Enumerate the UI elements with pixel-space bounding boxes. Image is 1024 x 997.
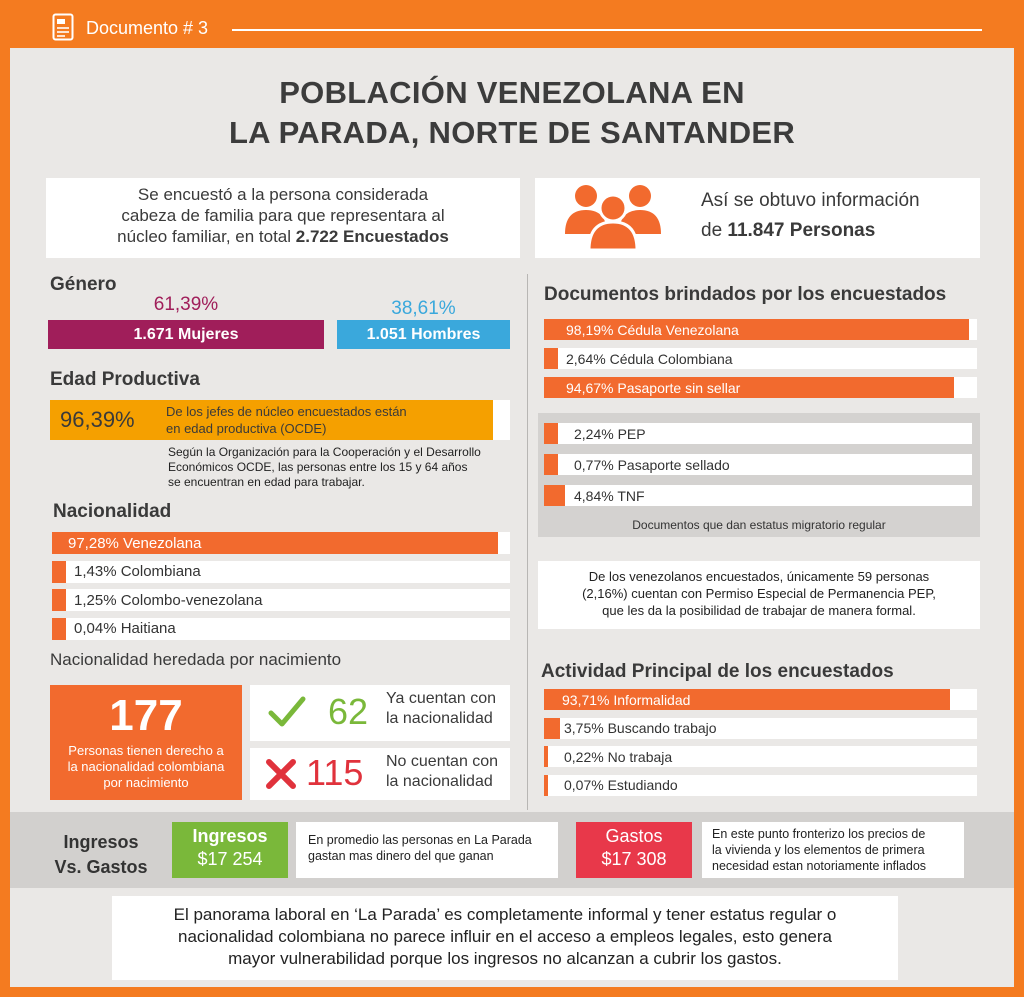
- gastos-desc-line1: En este punto fronterizo los precios de: [712, 827, 926, 841]
- pep-note-line2: (2,16%) cuentan con Permiso Especial de Permanencia PEP,: [582, 586, 936, 601]
- header-divider: [232, 29, 982, 31]
- intro-right-line2: [701, 220, 875, 242]
- ocde-note-line1: Según la Organización para la Cooperación y el Desarrollo: [168, 445, 481, 459]
- ingresos-desc-line2: gastan mas dinero del que ganan: [308, 849, 494, 863]
- derecho-desc-line3: por nacimiento: [103, 775, 189, 790]
- documento-bar-label: 98,19% Cédula Venezolana: [566, 321, 739, 338]
- documento-bar-row: [544, 377, 977, 398]
- hombres-bar: 1.051 Hombres: [337, 320, 510, 349]
- page-title-line1: POBLACIÓN VENEZOLANA EN: [279, 75, 745, 110]
- intro-right-line2-text: de: [701, 220, 728, 241]
- no-cuentan-desc: [386, 752, 498, 792]
- actividad-bar-label: 0,22% No trabaja: [564, 748, 673, 765]
- ingresos-gastos-heading-line1: Ingresos: [63, 832, 139, 852]
- derecho-number: 177: [109, 691, 183, 740]
- documento-bar-label: 2,64% Cédula Colombiana: [566, 350, 733, 367]
- nacionalidad-bar-label: 97,28% Venezolana: [68, 534, 202, 552]
- gastos-label: Gastos: [605, 826, 663, 846]
- total-encuestados: 2.722 Encuestados: [295, 227, 449, 246]
- ya-cuentan-line2: la nacionalidad: [386, 710, 493, 727]
- ya-cuentan-number: 62: [328, 691, 369, 732]
- no-cuentan-line2: la nacionalidad: [386, 773, 493, 790]
- genero-heading: Género: [50, 274, 117, 295]
- edad-desc-line1: De los jefes de núcleo encuestados están: [166, 404, 407, 419]
- no-cuentan-number: 115: [306, 752, 364, 793]
- no-cuentan-line1: No cuentan con: [386, 753, 499, 770]
- gastos-desc-line2: la vivienda y los elementos de primera: [712, 843, 925, 857]
- documentos-heading: Documentos brindados por los encuestados: [544, 284, 947, 305]
- edad-heading: Edad Productiva: [50, 369, 200, 390]
- intro-left-line3-text: núcleo familiar, en total: [117, 227, 296, 246]
- ocde-note: [168, 445, 481, 490]
- nacionalidad-bar-row: [52, 532, 510, 554]
- derecho-desc-line1: Personas tienen derecho a: [68, 743, 224, 758]
- check-icon: [268, 695, 306, 729]
- intro-left-line2: cabeza de familia para que representara al: [121, 206, 445, 225]
- gastos-box: [576, 822, 692, 878]
- intro-right-line1: Así se obtuvo información: [701, 190, 920, 211]
- derecho-desc-line2: la nacionalidad colombiana: [67, 759, 225, 774]
- nacionalidad-bar-row: [52, 589, 510, 611]
- intro-left-line3: [46, 226, 520, 247]
- documento-regular-bar-label: 4,84% TNF: [574, 487, 645, 504]
- edad-desc-line2: en edad productiva (OCDE): [166, 421, 327, 436]
- ya-cuentan-desc: [386, 689, 496, 729]
- heredada-heading: Nacionalidad heredada por nacimiento: [50, 650, 342, 669]
- actividad-bar-row: [544, 689, 977, 710]
- ingresos-box: [172, 822, 288, 878]
- page-title-line2: LA PARADA, NORTE DE SANTANDER: [228, 115, 796, 150]
- total-personas: 11.847 Personas: [727, 220, 876, 241]
- edad-bar: [50, 400, 510, 440]
- documento-regular-bar-row: [544, 485, 972, 506]
- regular-docs-caption: Documentos que dan estatus migratorio regular: [632, 518, 886, 532]
- documento-bar-row: [544, 319, 977, 340]
- ingresos-gastos-heading-line2: Vs. Gastos: [54, 857, 148, 877]
- pep-note-line3: que les da la posibilidad de trabajar de manera formal.: [602, 603, 916, 618]
- documento-regular-bar-label: 2,24% PEP: [574, 425, 646, 442]
- intro-left-box: [46, 178, 520, 258]
- documento-bar-row: [544, 348, 977, 369]
- conclusion-box: [112, 896, 898, 980]
- pep-note-line1: De los venezolanos encuestados, únicamente 59 personas: [588, 569, 930, 584]
- actividad-bar-label: 3,75% Buscando trabajo: [564, 720, 717, 736]
- ya-cuentan-line1: Ya cuentan con: [386, 690, 497, 707]
- document-label: Documento # 3: [86, 18, 209, 38]
- gastos-desc-box: [702, 822, 964, 878]
- mujeres-bar: 1.671 Mujeres: [48, 320, 324, 349]
- nacionalidad-bar-row: [52, 561, 510, 583]
- actividad-bar-row: [544, 746, 977, 767]
- conclusion-line3: mayor vulnerabilidad porque los ingresos no alcanzan a cubrir los gastos.: [228, 949, 782, 968]
- hombres-pct: 38,61%: [391, 298, 456, 319]
- edad-pct: 96,39%: [60, 407, 135, 432]
- documento-bar-label: 94,67% Pasaporte sin sellar: [566, 379, 741, 396]
- gastos-value: $17 308: [601, 849, 667, 869]
- nacionalidad-bar-label: 0,04% Haitiana: [74, 620, 176, 637]
- derecho-nacionalidad-box: [50, 685, 242, 800]
- documento-regular-bar-label: 0,77% Pasaporte sellado: [574, 456, 730, 473]
- people-icon: [563, 182, 663, 250]
- ingresos-label: Ingresos: [192, 826, 268, 846]
- ocde-note-line2: Económicos OCDE, las personas entre los 15 y 64 años: [168, 460, 468, 474]
- nacionalidad-bar-label: 1,43% Colombiana: [74, 563, 201, 580]
- intro-right-box: [535, 178, 980, 258]
- gastos-desc-line3: necesidad estan notoriamente inflados: [712, 859, 927, 873]
- documento-regular-bar-row: [544, 454, 972, 475]
- intro-left-line1: Se encuestó a la persona considerada: [137, 185, 429, 204]
- pep-note-box: [538, 561, 980, 629]
- actividad-heading: Actividad Principal de los encuestados: [541, 661, 894, 682]
- actividad-bar-label: 93,71% Informalidad: [562, 691, 691, 708]
- cross-icon: [264, 758, 298, 790]
- documento-regular-bar-row: [544, 423, 972, 444]
- nacionalidad-bar-label: 1,25% Colombo-venezolana: [74, 591, 263, 609]
- ingresos-value: $17 254: [197, 849, 263, 869]
- no-cuentan-box: [250, 748, 510, 800]
- ingresos-desc-box: [296, 822, 558, 878]
- ingresos-gastos-heading: [46, 830, 156, 880]
- ocde-note-line3: se encuentran en edad para trabajar.: [168, 475, 365, 489]
- content-panel: [10, 48, 1014, 987]
- conclusion-line2: nacionalidad colombiana no parece influir en el acceso a empleos legales, esto genera: [178, 927, 832, 946]
- conclusion-line1: El panorama laboral en ‘La Parada’ es completamente informal y tener estatus regular o: [173, 905, 837, 924]
- actividad-bar-label: 0,07% Estudiando: [564, 777, 678, 793]
- column-divider: [527, 274, 528, 810]
- actividad-bar-row: [544, 718, 977, 739]
- derecho-desc: [50, 743, 242, 791]
- nacionalidad-heading: Nacionalidad: [53, 501, 172, 522]
- mujeres-pct: 61,39%: [153, 294, 219, 315]
- document-icon: [52, 13, 74, 41]
- nacionalidad-bar-row: [52, 618, 510, 640]
- ingresos-desc-line1: En promedio las personas en La Parada: [308, 833, 532, 847]
- ya-cuentan-box: [250, 685, 510, 741]
- actividad-bar-row: [544, 775, 977, 796]
- edad-desc: [166, 403, 407, 437]
